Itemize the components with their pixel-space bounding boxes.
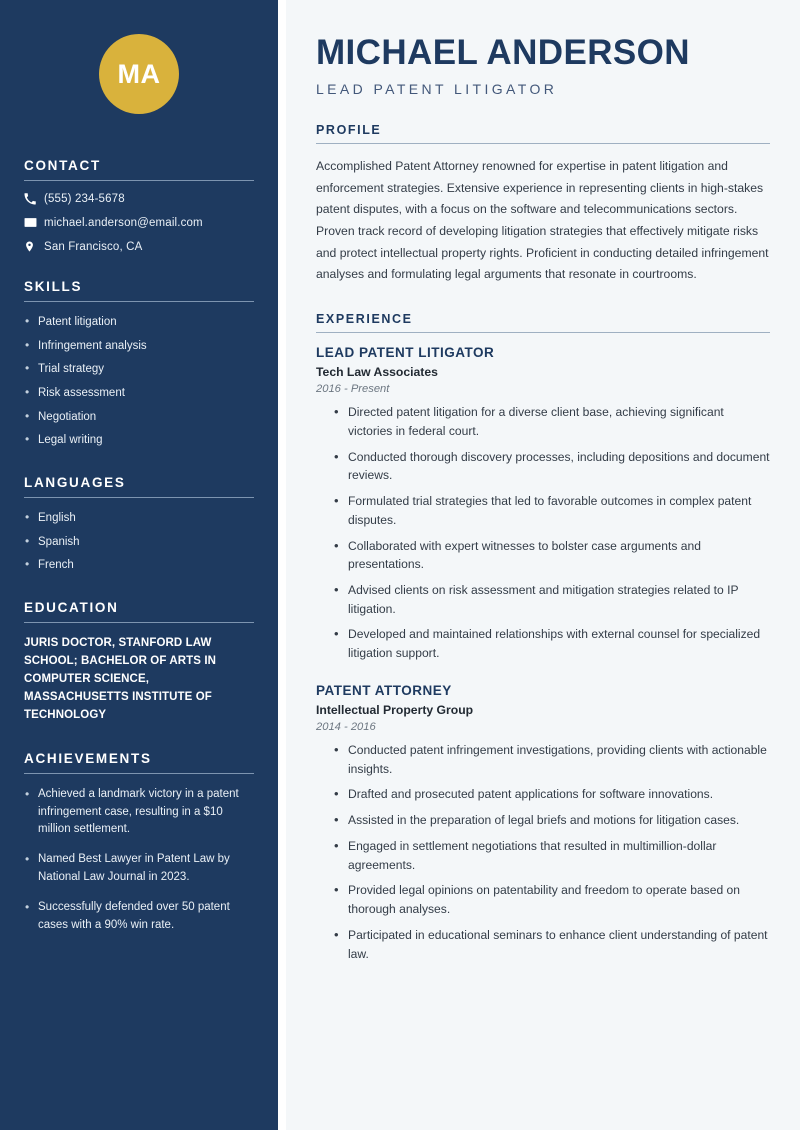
list-item: • Conducted patent infringement investigations, providing clients with actionable insights.: [334, 741, 770, 778]
languages-divider: [24, 497, 254, 498]
list-item: • Directed patent litigation for a diverse client base, achieving significant victories in federal court.: [334, 403, 770, 440]
list-item: • Assisted in the preparation of legal briefs and motions for litigation cases.: [334, 811, 770, 830]
achievements-section: [24, 751, 254, 935]
list-item: • English: [24, 510, 254, 527]
contact-heading: CONTACT: [24, 158, 101, 173]
contact-email-row[interactable]: [24, 216, 254, 229]
list-item: • Engaged in settlement negotiations that resulted in multimillion-dollar agreements.: [334, 837, 770, 874]
job-dates: 2016 - Present: [316, 383, 390, 396]
experience-entry: [316, 683, 770, 963]
location-pin-icon: [24, 240, 44, 253]
profile-section: [316, 123, 770, 286]
email-icon: [24, 216, 44, 229]
education-heading: EDUCATION: [24, 600, 119, 616]
education-section: [24, 600, 254, 725]
skills-divider: [24, 301, 254, 302]
avatar: MA: [99, 34, 179, 114]
languages-heading: LANGUAGES: [24, 475, 126, 491]
list-item: • Achieved a landmark victory in a patent infringement case, resulting in a $10 million settlement.: [24, 786, 254, 839]
list-item: • Infringement analysis: [24, 338, 254, 355]
column-gap: [278, 0, 286, 1130]
list-item: • Risk assessment: [24, 385, 254, 402]
job-role-subtitle: LEAD PATENT LITIGATOR: [316, 80, 558, 97]
profile-heading: PROFILE: [316, 122, 382, 137]
job-dates: 2014 - 2016: [316, 720, 376, 733]
achievements-heading: ACHIEVEMENTS: [24, 750, 152, 766]
profile-divider: [316, 143, 770, 144]
contact-location-value: San Francisco, CA: [44, 240, 143, 253]
list-item: • Developed and maintained relationships with external counsel for specialized litigation support.: [334, 625, 770, 662]
languages-section: [24, 475, 254, 574]
list-item: • Provided legal opinions on patentability and freedom to operate based on thorough analyses.: [334, 881, 770, 918]
job-company: Tech Law Associates: [316, 365, 438, 380]
skills-list: [24, 314, 254, 449]
skills-heading: SKILLS: [24, 279, 83, 294]
job-company: Intellectual Property Group: [316, 702, 474, 717]
profile-text: Accomplished Patent Attorney renowned for expertise in patent litigation and enforcement strategies. Extensive experience in representing clients in high-stakes patent disputes, with a focus on the software and telecommunications sectors. Proven track record of developing litigation strategies that effectively mitigate risks and protect intellectual property rights. Proficient in conducting detailed infringement analyses and formulating legal arguments that resonate in courtrooms.: [316, 158, 769, 282]
list-item: • Trial strategy: [24, 361, 254, 378]
list-item: • Formulated trial strategies that led to favorable outcomes in complex patent disputes.: [334, 492, 770, 529]
education-divider: [24, 622, 254, 623]
achievements-divider: [24, 773, 254, 774]
list-item: • Legal writing: [24, 432, 254, 449]
page-title: MICHAEL ANDERSON: [316, 33, 690, 72]
achievements-list: [24, 786, 254, 935]
list-item: • Negotiation: [24, 409, 254, 426]
list-item: • Drafted and prosecuted patent applications for software innovations.: [334, 785, 770, 804]
job-bullet-list: [316, 741, 770, 963]
contact-location-row[interactable]: [24, 240, 254, 253]
skills-section: [24, 279, 254, 449]
avatar-container: [24, 34, 254, 114]
experience-heading: EXPERIENCE: [316, 312, 413, 327]
sidebar: [0, 0, 278, 1130]
experience-section: [316, 312, 770, 963]
list-item: • Collaborated with expert witnesses to bolster case arguments and presentations.: [334, 537, 770, 574]
languages-list: [24, 510, 254, 574]
contact-section: [24, 158, 254, 253]
list-item: • Conducted thorough discovery processes, including depositions and document reviews.: [334, 448, 770, 485]
contact-email-value: michael.anderson@email.com: [44, 216, 203, 229]
contact-phone-row[interactable]: [24, 193, 254, 205]
education-text: JURIS DOCTOR, STANFORD LAW SCHOOL; BACHELOR OF ARTS IN COMPUTER SCIENCE, MASSACHUSETTS INSTITUTE OF TECHNOLOGY: [24, 637, 217, 721]
experience-entry: [316, 345, 770, 663]
list-item: • Advised clients on risk assessment and mitigation strategies related to IP litigation.: [334, 581, 770, 618]
list-item: • Spanish: [24, 534, 254, 551]
contact-phone-value: (555) 234-5678: [44, 193, 125, 205]
experience-divider: [316, 332, 770, 333]
job-title: LEAD PATENT LITIGATOR: [316, 345, 495, 361]
list-item: • French: [24, 557, 254, 574]
job-bullet-list: [316, 403, 770, 663]
main-content: [286, 0, 800, 1130]
contact-divider: [24, 180, 254, 181]
job-title: PATENT ATTORNEY: [316, 682, 452, 698]
list-item: • Successfully defended over 50 patent cases with a 90% win rate.: [24, 899, 254, 935]
list-item: • Named Best Lawyer in Patent Law by National Law Journal in 2023.: [24, 851, 254, 887]
list-item: • Patent litigation: [24, 314, 254, 331]
list-item: • Participated in educational seminars to enhance client understanding of patent law.: [334, 926, 770, 963]
phone-icon: [24, 193, 44, 205]
